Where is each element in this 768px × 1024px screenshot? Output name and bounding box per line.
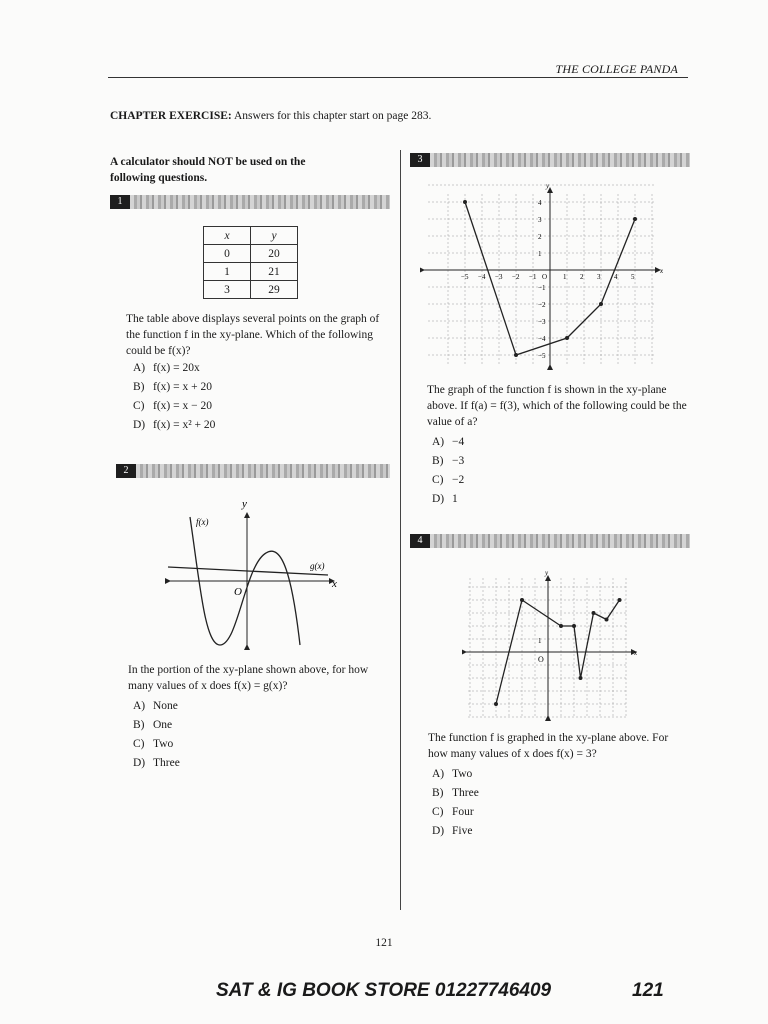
origin-label: O xyxy=(538,655,544,664)
answer-choice[interactable]: B) Three xyxy=(432,787,479,799)
y-tick-label: 1 xyxy=(538,250,542,258)
question-1-table xyxy=(203,226,298,299)
question-2-graph xyxy=(160,495,350,655)
header-rule xyxy=(108,77,688,78)
question-4-choices xyxy=(432,765,479,841)
x-axis-label: x xyxy=(634,649,638,657)
y-axis-label: y xyxy=(545,569,549,577)
answer-choice[interactable]: C) Two xyxy=(133,738,174,750)
table-cell: 1 xyxy=(204,263,251,281)
x-tick-label: 1 xyxy=(563,273,567,281)
origin-label: O xyxy=(542,273,548,281)
question-4-graph xyxy=(462,566,642,722)
table-cell: 0 xyxy=(204,245,251,263)
answer-choice[interactable]: D) Five xyxy=(432,825,473,837)
column-divider xyxy=(400,150,401,910)
g-curve-label: g(x) xyxy=(310,561,325,571)
answer-choice[interactable]: B) One xyxy=(133,719,173,731)
graph-point xyxy=(633,217,637,221)
graph-point xyxy=(618,598,622,602)
x-tick-label: −5 xyxy=(461,273,469,281)
question-number: 4 xyxy=(410,534,430,548)
question-2-choices xyxy=(133,697,180,773)
table-row xyxy=(204,281,298,299)
x-axis-label: x xyxy=(660,267,664,275)
answer-choice[interactable]: C) Four xyxy=(432,806,474,818)
x-tick-label: 2 xyxy=(580,273,584,281)
running-head: THE COLLEGE PANDA xyxy=(555,62,678,76)
table-row xyxy=(204,245,298,263)
question-1-choices xyxy=(133,359,215,435)
question-3-bar xyxy=(410,153,690,167)
f-curve-label: f(x) xyxy=(196,517,209,527)
answer-choice[interactable]: C) f(x) = x − 20 xyxy=(133,400,212,412)
answer-choice[interactable]: A) None xyxy=(133,700,178,712)
answer-choice[interactable]: A) −4 xyxy=(432,436,465,448)
x-axis-label: x xyxy=(332,578,337,590)
y-tick-label: −4 xyxy=(538,335,546,343)
answer-choice[interactable]: D) f(x) = x² + 20 xyxy=(133,419,216,431)
answer-choice[interactable]: A) Two xyxy=(432,768,473,780)
y-tick-label: −1 xyxy=(538,284,546,292)
question-1-text: The table above displays several points on the graph of the function f in the xy-plane. Which of the following could be f(x)? xyxy=(126,313,380,357)
x-tick-label: 3 xyxy=(597,273,601,281)
x-tick-label: −1 xyxy=(529,273,537,281)
question-2-text: In the portion of the xy-plane shown above, for how many values of x does f(x) = g(x)? xyxy=(128,664,369,692)
question-3-choices xyxy=(432,433,464,509)
question-3-graph xyxy=(420,182,665,372)
question-3-text: The graph of the function f is shown in the xy-plane above. If f(a) = f(3), which of the following could be the value of a? xyxy=(427,384,687,428)
answer-choice[interactable]: D) 1 xyxy=(432,493,458,505)
x-tick-label: 4 xyxy=(614,273,618,281)
question-4-bar xyxy=(410,534,690,548)
y-axis-label: y xyxy=(242,498,247,510)
y-tick-label: 3 xyxy=(538,216,542,224)
x-tick-label: −4 xyxy=(478,273,486,281)
table-header: x xyxy=(204,227,251,245)
question-2-bar xyxy=(116,464,390,478)
footer-page-number: 121 xyxy=(632,980,664,1001)
answer-choice[interactable]: B) −3 xyxy=(432,455,465,467)
table-header: y xyxy=(251,227,298,245)
graph-point xyxy=(565,336,569,340)
table-row xyxy=(204,263,298,281)
y-tick-label: −3 xyxy=(538,318,546,326)
answer-choice[interactable]: B) f(x) = x + 20 xyxy=(133,381,212,393)
question-number: 2 xyxy=(116,464,136,478)
chapter-exercise-line xyxy=(110,110,431,122)
question-number: 3 xyxy=(410,153,430,167)
graph-point xyxy=(520,598,524,602)
x-tick-label: −3 xyxy=(495,273,503,281)
tick-label: 1 xyxy=(538,637,542,645)
graph-point xyxy=(463,200,467,204)
answer-choice[interactable]: D) Three xyxy=(133,757,180,769)
footer-store: SAT & IG BOOK STORE 01227746409 xyxy=(216,980,552,1001)
calculator-note: A calculator should NOT be used on the following questions. xyxy=(110,156,306,184)
y-axis-label: y xyxy=(546,182,550,190)
y-tick-label: −2 xyxy=(538,301,546,309)
chapter-text: Answers for this chapter start on page 283. xyxy=(233,110,432,122)
question-1-bar xyxy=(110,195,390,209)
table-cell: 29 xyxy=(251,281,298,299)
x-tick-label: −2 xyxy=(512,273,520,281)
page-number: 121 xyxy=(375,937,393,949)
x-tick-label: 5 xyxy=(631,273,635,281)
y-tick-label: 4 xyxy=(538,199,542,207)
graph-point xyxy=(579,676,583,680)
graph-point xyxy=(599,302,603,306)
answer-choice[interactable]: C) −2 xyxy=(432,474,465,486)
g-curve xyxy=(168,567,328,575)
graph-point xyxy=(572,624,576,628)
table-cell: 20 xyxy=(251,245,298,263)
question-4-text: The function f is graphed in the xy-plane above. For how many values of x does f(x) = 3? xyxy=(428,732,669,760)
y-tick-label: 2 xyxy=(538,233,542,241)
graph-point xyxy=(605,618,609,622)
question-number: 1 xyxy=(110,195,130,209)
chapter-label: CHAPTER EXERCISE: xyxy=(110,110,232,122)
origin-label: O xyxy=(234,586,242,598)
graph-point xyxy=(592,611,596,615)
answer-choice[interactable]: A) f(x) = 20x xyxy=(133,362,200,374)
graph-point xyxy=(494,702,498,706)
y-tick-label: −5 xyxy=(538,352,546,360)
graph-point xyxy=(559,624,563,628)
graph-point xyxy=(514,353,518,357)
table-cell: 21 xyxy=(251,263,298,281)
table-cell: 3 xyxy=(204,281,251,299)
